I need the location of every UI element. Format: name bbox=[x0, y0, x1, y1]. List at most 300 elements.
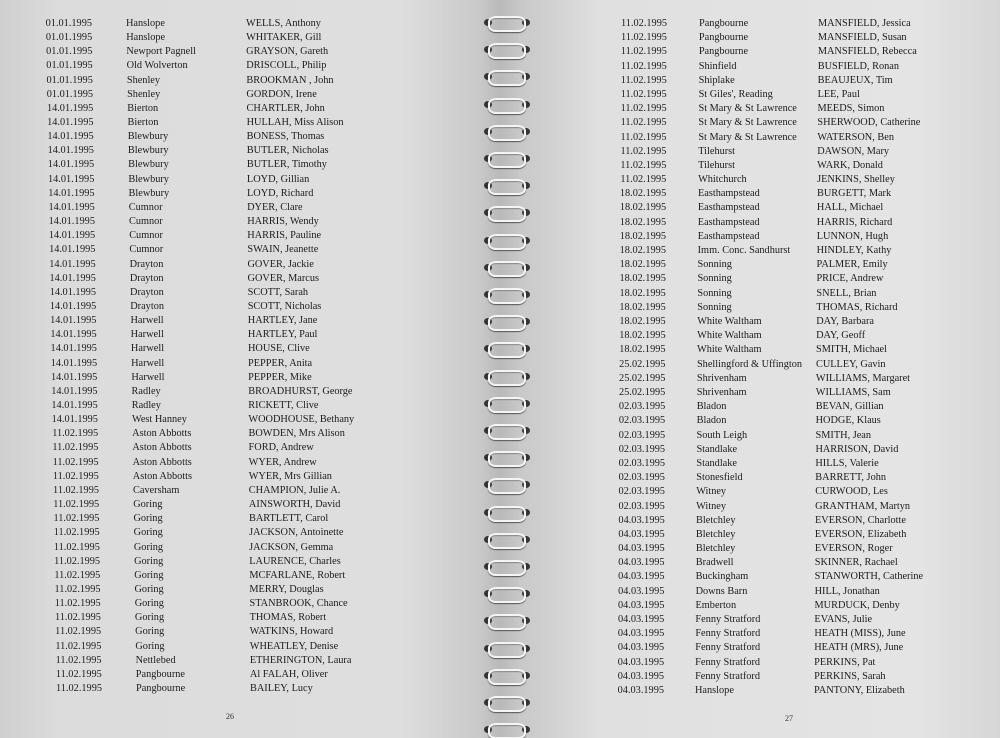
entry-name: HEATH (MRS), June bbox=[814, 642, 904, 654]
entry-place: Easthampstead bbox=[697, 216, 760, 228]
entry-place: Fenny Stratford bbox=[695, 642, 761, 654]
entry-date: 11.02.1995 bbox=[53, 527, 100, 539]
spiral-coil bbox=[484, 422, 528, 438]
wire-ring bbox=[488, 370, 526, 386]
entry-place: Imm. Conc. Sandhurst bbox=[697, 245, 791, 257]
entry-name: LAURENCE, Charles bbox=[249, 555, 341, 567]
entry-place: Goring bbox=[134, 569, 164, 581]
entry-name: GRAYSON, Gareth bbox=[246, 46, 329, 58]
entry-row bbox=[520, 500, 1000, 514]
entry-place: Easthampstead bbox=[697, 188, 760, 200]
entry-place: Goring bbox=[134, 583, 164, 595]
entry-date: 02.03.1995 bbox=[618, 429, 666, 441]
entry-date: 18.02.1995 bbox=[619, 216, 667, 228]
entry-row bbox=[520, 358, 1000, 372]
entry-name: PALMER, Emily bbox=[816, 259, 888, 271]
entry-row bbox=[0, 441, 480, 455]
entry-place: Easthampstead bbox=[697, 202, 760, 214]
entry-date: 11.02.1995 bbox=[54, 598, 101, 610]
spiral-coil bbox=[484, 96, 528, 112]
entry-place: Aston Abbotts bbox=[132, 442, 192, 454]
entry-name: BURGETT, Mark bbox=[816, 188, 892, 200]
entry-name: BONESS, Thomas bbox=[246, 131, 325, 143]
entry-name: SHERWOOD, Catherine bbox=[817, 117, 921, 129]
entry-row bbox=[520, 429, 1000, 443]
entry-place: Goring bbox=[134, 612, 165, 624]
entry-row bbox=[520, 556, 1000, 570]
entry-place: Cumnor bbox=[129, 244, 164, 256]
entry-row bbox=[520, 74, 1000, 88]
entry-name: BUTLER, Nicholas bbox=[246, 145, 329, 157]
entry-row bbox=[520, 457, 1000, 471]
entry-row bbox=[0, 116, 480, 130]
entry-place: White Waltham bbox=[697, 316, 762, 328]
entry-place: West Hanney bbox=[131, 414, 187, 426]
entry-place: Bierton bbox=[127, 117, 159, 129]
entry-date: 11.02.1995 bbox=[54, 583, 101, 595]
entry-date: 14.01.1995 bbox=[48, 216, 95, 228]
entry-place: Pangbourne bbox=[699, 18, 749, 29]
spiral-coil bbox=[484, 721, 528, 737]
right-page-number: 27 bbox=[785, 714, 793, 723]
entry-name: CURWOOD, Les bbox=[815, 486, 888, 498]
entry-name: BOWDEN, Mrs Alison bbox=[248, 428, 345, 440]
entry-row bbox=[0, 456, 480, 470]
entry-date: 04.03.1995 bbox=[618, 557, 665, 569]
entry-place: Standlake bbox=[696, 457, 737, 469]
entry-row bbox=[520, 400, 1000, 414]
entry-name: SMITH, Michael bbox=[816, 344, 887, 356]
entry-row bbox=[0, 640, 480, 654]
entry-name: JACKSON, Antoinette bbox=[249, 527, 344, 539]
entry-date: 14.01.1995 bbox=[50, 371, 98, 383]
entry-row bbox=[520, 17, 1000, 31]
entry-name: HILLS, Valerie bbox=[815, 457, 879, 469]
entry-date: 25.02.1995 bbox=[619, 372, 666, 384]
entry-date: 11.02.1995 bbox=[54, 612, 101, 624]
entry-row bbox=[520, 372, 1000, 386]
spiral-coil bbox=[484, 313, 528, 329]
entry-date: 18.02.1995 bbox=[619, 344, 666, 356]
entry-date: 11.02.1995 bbox=[53, 541, 100, 553]
entry-date: 11.02.1995 bbox=[620, 145, 667, 157]
entry-name: HARTLEY, Paul bbox=[247, 329, 318, 341]
entry-date: 14.01.1995 bbox=[47, 159, 95, 171]
entry-place: Pangbourne bbox=[135, 668, 185, 680]
entry-name: MEEDS, Simon bbox=[817, 103, 885, 115]
entry-row bbox=[0, 17, 480, 31]
entry-date: 14.01.1995 bbox=[49, 244, 96, 256]
entry-row bbox=[0, 45, 480, 59]
entry-row bbox=[0, 427, 480, 441]
entry-name: WYER, Andrew bbox=[248, 456, 317, 468]
entry-place: Witney bbox=[696, 486, 727, 498]
entry-row bbox=[520, 599, 1000, 613]
entry-date: 11.02.1995 bbox=[620, 88, 667, 100]
entry-row bbox=[520, 244, 1000, 258]
entry-place: Fenny Stratford bbox=[695, 628, 761, 640]
entry-place: Shenley bbox=[126, 74, 161, 86]
entry-row bbox=[520, 258, 1000, 272]
entry-row bbox=[520, 414, 1000, 428]
entry-place: Bierton bbox=[127, 102, 159, 114]
entry-place: Sonning bbox=[697, 273, 732, 285]
spiral-coil bbox=[484, 68, 528, 84]
wire-ring bbox=[488, 642, 526, 658]
entry-name: FORD, Andrew bbox=[248, 442, 314, 454]
entry-row bbox=[0, 526, 480, 540]
entry-date: 01.01.1995 bbox=[46, 88, 94, 100]
entry-row bbox=[0, 654, 480, 668]
entry-place: Pangbourne bbox=[698, 32, 749, 44]
entry-row bbox=[520, 528, 1000, 542]
entry-place: Newport Pagnell bbox=[126, 46, 196, 58]
entry-row bbox=[0, 399, 480, 413]
entry-date: 04.03.1995 bbox=[617, 614, 665, 626]
entry-date: 02.03.1995 bbox=[618, 486, 665, 498]
entry-date: 11.02.1995 bbox=[55, 668, 102, 680]
entry-place: Shrivenham bbox=[696, 386, 747, 398]
entry-date: 11.02.1995 bbox=[620, 159, 667, 171]
entry-row bbox=[0, 625, 480, 639]
entry-place: Stonesfield bbox=[696, 472, 743, 484]
entry-place: Fenny Stratford bbox=[695, 656, 761, 668]
entry-row bbox=[0, 74, 480, 88]
entry-row bbox=[0, 541, 480, 555]
entry-name: BUTLER, Timothy bbox=[246, 159, 327, 171]
entry-date: 14.01.1995 bbox=[49, 272, 96, 284]
entry-place: Harwell bbox=[130, 315, 164, 327]
entry-row bbox=[520, 45, 1000, 59]
entry-date: 11.02.1995 bbox=[55, 626, 102, 638]
entry-place: Blewbury bbox=[128, 187, 170, 199]
entry-row bbox=[520, 131, 1000, 145]
entry-place: Shrivenham bbox=[696, 372, 747, 384]
entry-name: LOYD, Gillian bbox=[246, 173, 310, 185]
wire-ring bbox=[488, 16, 526, 32]
entry-name: CHAMPION, Julie A. bbox=[248, 484, 341, 496]
entry-place: Aston Abbotts bbox=[132, 470, 193, 482]
wire-ring bbox=[488, 560, 526, 576]
spiral-coil bbox=[484, 368, 528, 384]
entry-place: St Mary & St Lawrence bbox=[698, 117, 797, 129]
entry-place: Blewbury bbox=[128, 173, 169, 185]
entry-name: HALL, Michael bbox=[816, 202, 884, 214]
entry-name: HULLAH, Miss Alison bbox=[246, 117, 344, 129]
entry-date: 01.01.1995 bbox=[46, 60, 93, 72]
wire-ring bbox=[488, 70, 526, 86]
entry-date: 14.01.1995 bbox=[46, 102, 94, 114]
entry-place: Bletchley bbox=[695, 528, 736, 540]
entry-name: WYER, Mrs Gillian bbox=[248, 470, 332, 482]
entry-name: LUNNON, Hugh bbox=[816, 230, 889, 242]
spiral-coil bbox=[484, 259, 528, 275]
spiral-coil bbox=[484, 476, 528, 492]
entry-date: 04.03.1995 bbox=[617, 656, 665, 668]
entry-row bbox=[0, 286, 480, 300]
entry-row bbox=[520, 31, 1000, 45]
wire-ring bbox=[488, 478, 526, 494]
wire-ring bbox=[488, 234, 526, 250]
entry-place: Radley bbox=[131, 400, 161, 412]
entry-date: 18.02.1995 bbox=[619, 330, 666, 342]
spiral-coil bbox=[484, 640, 528, 656]
wire-ring bbox=[488, 696, 526, 712]
entry-row bbox=[0, 668, 480, 682]
entry-name: WHITAKER, Gill bbox=[246, 32, 322, 44]
entry-name: HILL, Jonathan bbox=[814, 585, 880, 597]
entry-date: 04.03.1995 bbox=[617, 628, 665, 640]
entry-place: Pangbourne bbox=[136, 683, 186, 694]
spiral-coil bbox=[484, 449, 528, 465]
entry-row bbox=[520, 514, 1000, 528]
wire-ring bbox=[488, 98, 526, 114]
entry-row bbox=[520, 443, 1000, 457]
entry-place: Caversham bbox=[133, 484, 180, 496]
entry-row bbox=[520, 627, 1000, 641]
entry-name: GRANTHAM, Martyn bbox=[815, 500, 911, 512]
entry-date: 11.02.1995 bbox=[55, 640, 102, 652]
entry-date: 04.03.1995 bbox=[618, 571, 665, 583]
entry-place: Goring bbox=[133, 513, 163, 525]
entry-row bbox=[520, 386, 1000, 400]
entry-row bbox=[0, 144, 480, 158]
entry-date: 11.02.1995 bbox=[52, 456, 99, 468]
entry-row bbox=[0, 59, 480, 73]
wire-ring bbox=[488, 723, 526, 738]
entry-name: EVERSON, Roger bbox=[814, 543, 893, 555]
entry-name: PANTONY, Elizabeth bbox=[814, 685, 905, 696]
entry-row bbox=[0, 31, 480, 45]
entry-name: SCOTT, Sarah bbox=[247, 286, 309, 298]
entry-row bbox=[520, 145, 1000, 159]
entry-name: WELLS, Anthony bbox=[246, 18, 321, 29]
entry-name: EVANS, Julie bbox=[814, 614, 873, 626]
entry-name: BARRETT, John bbox=[815, 472, 887, 484]
entry-date: 01.01.1995 bbox=[45, 32, 93, 44]
entry-date: 11.02.1995 bbox=[620, 32, 667, 44]
entry-name: STANBROOK, Chance bbox=[249, 598, 348, 610]
entry-row bbox=[520, 542, 1000, 556]
entry-name: Al FALAH, Oliver bbox=[249, 668, 328, 680]
spiral-coil bbox=[484, 612, 528, 628]
entry-row bbox=[0, 484, 480, 498]
right-page bbox=[520, 0, 1000, 738]
entry-date: 14.01.1995 bbox=[48, 187, 95, 199]
entry-row bbox=[520, 272, 1000, 286]
entry-row bbox=[0, 300, 480, 314]
entry-name: DYER, Clare bbox=[247, 201, 303, 213]
entry-name: STANWORTH, Catherine bbox=[814, 571, 924, 583]
entry-name: THOMAS, Robert bbox=[249, 612, 327, 624]
wire-ring bbox=[488, 179, 526, 195]
entry-date: 11.02.1995 bbox=[53, 484, 100, 496]
entry-place: Aston Abbotts bbox=[132, 456, 192, 468]
entry-place: Bladon bbox=[696, 415, 727, 427]
entry-name: WILLIAMS, Sam bbox=[815, 386, 891, 398]
entry-name: MCFARLANE, Robert bbox=[249, 569, 346, 581]
spiral-coil bbox=[484, 150, 528, 166]
entry-name: DAY, Barbara bbox=[816, 316, 874, 328]
wire-ring bbox=[488, 43, 526, 59]
wire-ring bbox=[488, 152, 526, 168]
entry-date: 18.02.1995 bbox=[619, 316, 666, 328]
entry-place: Drayton bbox=[130, 286, 164, 298]
entry-date: 14.01.1995 bbox=[49, 300, 97, 312]
entry-date: 14.01.1995 bbox=[47, 131, 94, 143]
entry-name: HARRISON, David bbox=[815, 443, 899, 455]
entry-date: 11.02.1995 bbox=[56, 683, 102, 694]
entry-name: DRISCOLL, Philip bbox=[246, 60, 327, 72]
entry-date: 14.01.1995 bbox=[49, 258, 96, 270]
entry-name: SWAIN, Jeanette bbox=[247, 244, 319, 256]
entry-date: 14.01.1995 bbox=[51, 400, 98, 412]
entry-date: 11.02.1995 bbox=[620, 74, 667, 86]
entry-name: BARTLETT, Carol bbox=[248, 513, 329, 525]
entry-place: Hanslope bbox=[126, 18, 165, 29]
entry-name: SNELL, Brian bbox=[816, 287, 877, 299]
entry-row bbox=[0, 229, 480, 243]
entry-place: Sonning bbox=[697, 259, 732, 271]
entry-place: Standlake bbox=[696, 443, 738, 455]
wire-ring bbox=[488, 669, 526, 685]
entry-name: EVERSON, Charlotte bbox=[815, 514, 906, 526]
entry-row bbox=[520, 684, 1000, 698]
spiral-coil bbox=[484, 41, 528, 57]
entry-place: Cumnor bbox=[128, 216, 163, 228]
entry-date: 14.01.1995 bbox=[50, 357, 98, 369]
entry-date: 04.03.1995 bbox=[617, 642, 665, 654]
spiral-coil bbox=[484, 585, 528, 601]
entry-date: 11.02.1995 bbox=[620, 131, 667, 143]
wire-ring bbox=[488, 451, 526, 467]
entry-place: Goring bbox=[134, 598, 164, 610]
entry-row bbox=[0, 413, 480, 427]
entry-name: HARRIS, Wendy bbox=[247, 216, 319, 228]
entry-name: JACKSON, Gemma bbox=[249, 541, 334, 553]
spiral-coil bbox=[484, 123, 528, 139]
entry-name: HINDLEY, Kathy bbox=[816, 245, 892, 257]
entry-place: South Leigh bbox=[696, 429, 748, 441]
entry-name: EVERSON, Elizabeth bbox=[814, 528, 907, 540]
entry-row bbox=[520, 570, 1000, 584]
entry-date: 11.02.1995 bbox=[55, 654, 102, 666]
entry-name: DAY, Geoff bbox=[816, 330, 866, 342]
entry-place: Goring bbox=[133, 527, 163, 539]
entry-name: PERKINS, Sarah bbox=[814, 670, 886, 682]
entry-place: Bletchley bbox=[696, 514, 736, 526]
entry-date: 18.02.1995 bbox=[619, 202, 667, 214]
entry-place: Harwell bbox=[131, 371, 165, 383]
entry-place: Shellingford & Uffington bbox=[696, 358, 803, 370]
entry-date: 02.03.1995 bbox=[618, 415, 666, 427]
entry-place: Goring bbox=[133, 541, 164, 553]
spiral-coil bbox=[484, 558, 528, 574]
entry-date: 11.02.1995 bbox=[621, 18, 667, 29]
entry-row bbox=[520, 670, 1000, 684]
entry-name: MANSFIELD, Jessica bbox=[818, 18, 911, 29]
entry-name: RICKETT, Clive bbox=[248, 400, 319, 412]
entry-name: BROADHURST, George bbox=[248, 385, 353, 397]
entry-place: Cumnor bbox=[129, 230, 163, 242]
entry-date: 18.02.1995 bbox=[619, 259, 666, 271]
entry-row bbox=[0, 611, 480, 625]
entry-date: 18.02.1995 bbox=[619, 301, 666, 313]
entry-row bbox=[0, 201, 480, 215]
entry-name: DAWSON, Mary bbox=[817, 145, 890, 157]
entry-row bbox=[520, 301, 1000, 315]
entry-row bbox=[520, 173, 1000, 187]
entry-date: 11.02.1995 bbox=[620, 174, 667, 186]
wire-ring bbox=[488, 315, 526, 331]
wire-ring bbox=[488, 342, 526, 358]
entry-row bbox=[0, 569, 480, 583]
entry-date: 25.02.1995 bbox=[618, 386, 666, 398]
entry-date: 04.03.1995 bbox=[618, 528, 665, 540]
entry-row bbox=[0, 512, 480, 526]
entry-place: Harwell bbox=[130, 329, 164, 341]
entry-name: WARK, Donald bbox=[817, 159, 883, 171]
entry-date: 01.01.1995 bbox=[45, 18, 92, 29]
entry-row bbox=[0, 102, 480, 116]
entry-row bbox=[0, 385, 480, 399]
entry-date: 11.02.1995 bbox=[53, 513, 100, 525]
spiral-coil bbox=[484, 667, 528, 683]
entry-date: 14.01.1995 bbox=[51, 414, 98, 426]
left-page-number: 26 bbox=[226, 712, 234, 721]
wire-ring bbox=[488, 587, 526, 603]
entry-row bbox=[520, 216, 1000, 230]
entry-name: MANSFIELD, Rebecca bbox=[817, 46, 917, 58]
entry-place: Shinfield bbox=[698, 60, 737, 72]
entry-place: White Waltham bbox=[697, 330, 762, 342]
entry-place: Fenny Stratford bbox=[695, 614, 761, 626]
entry-name: WHEATLEY, Denise bbox=[249, 640, 339, 652]
entry-date: 14.01.1995 bbox=[48, 173, 95, 185]
entry-name: MERRY, Douglas bbox=[249, 583, 324, 595]
entry-date: 04.03.1995 bbox=[618, 543, 665, 555]
entry-name: MANSFIELD, Susan bbox=[817, 32, 907, 44]
entry-name: PEPPER, Mike bbox=[248, 371, 312, 383]
entry-date: 11.02.1995 bbox=[54, 555, 101, 567]
entry-row bbox=[520, 159, 1000, 173]
entry-name: HARRIS, Richard bbox=[816, 216, 893, 228]
entry-date: 11.02.1995 bbox=[52, 428, 99, 440]
entry-name: WATERSON, Ben bbox=[817, 131, 894, 143]
entry-row bbox=[0, 173, 480, 187]
entry-place: Easthampstead bbox=[697, 230, 760, 242]
entry-place: Sonning bbox=[697, 287, 732, 299]
entry-place: Blewbury bbox=[127, 145, 169, 157]
entry-date: 14.01.1995 bbox=[51, 385, 98, 397]
entry-date: 01.01.1995 bbox=[46, 74, 93, 86]
entry-row bbox=[0, 498, 480, 512]
entry-row bbox=[0, 215, 480, 229]
entry-name: SMITH, Jean bbox=[815, 429, 872, 441]
entry-name: CHARTLER, John bbox=[246, 102, 325, 114]
entry-row bbox=[520, 287, 1000, 301]
entry-row bbox=[0, 130, 480, 144]
entry-row bbox=[0, 597, 480, 611]
entry-date: 11.02.1995 bbox=[620, 46, 667, 58]
entry-date: 18.02.1995 bbox=[619, 188, 667, 200]
spiral-coil bbox=[484, 694, 528, 710]
entry-place: St Giles', Reading bbox=[698, 88, 773, 100]
entry-place: Goring bbox=[133, 499, 163, 511]
entry-row bbox=[0, 314, 480, 328]
entry-row bbox=[0, 470, 480, 484]
entry-place: Shenley bbox=[127, 88, 161, 100]
